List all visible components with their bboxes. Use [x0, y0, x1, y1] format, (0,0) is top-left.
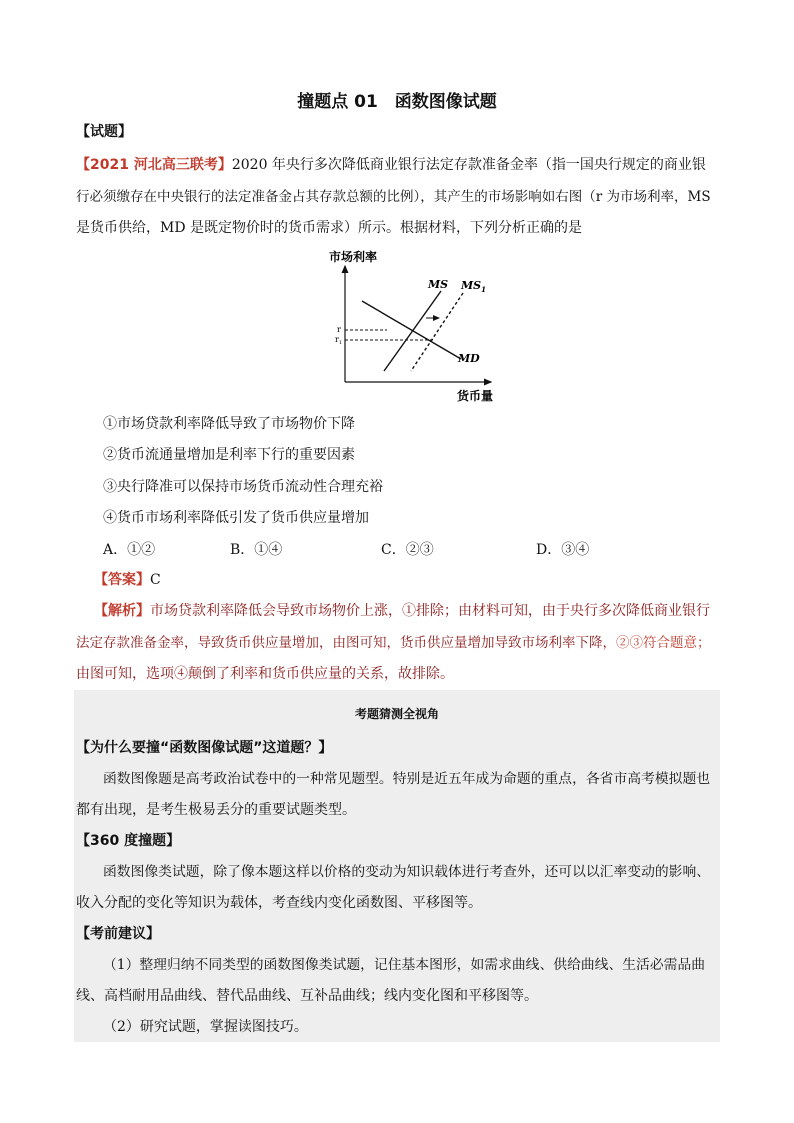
- option-a: A．①②: [103, 542, 156, 558]
- analysis-line-1: [94, 601, 744, 621]
- option-d: D．③④: [536, 542, 590, 558]
- analysis-line-2: [76, 633, 726, 653]
- md-label: MD: [458, 352, 480, 365]
- option-c: C．②③: [381, 542, 434, 558]
- r1-tick-sub: 1: [338, 340, 343, 346]
- answer-line: [94, 570, 744, 590]
- question-line-2: 行必须缴存在中央银行的法定准备金占其存款总额的比例），其产生的市场影响如右图（r 为市场利率，MS: [76, 189, 711, 205]
- analysis-text-1: 市场贷款利率降低会导致市场物价上涨，①排除；由材料可知，由于央行多次降低商业银行: [150, 603, 710, 619]
- advice-header: 【考前建议】: [76, 926, 160, 942]
- why-line-2: 都有出现，是考生极易丢分的重要试题类型。: [76, 802, 356, 818]
- question-line-1: [76, 155, 726, 175]
- question-text-1: 2020 年央行多次降低商业银行法定存款准备金率（指一国央行规定的商业银: [231, 157, 706, 173]
- page-title: 撞题点 01 函数图像试题: [297, 92, 497, 112]
- ms-label: MS: [428, 278, 449, 291]
- statement-1: ①市场贷款利率降低导致了市场物价下降: [103, 416, 355, 432]
- analysis-line-3: 由图可知，选项④颠倒了利率和货币供应量的关系，故排除。: [76, 666, 454, 682]
- panel-heading: 考题猜测全视角: [354, 707, 439, 721]
- ms1-label: [460, 279, 486, 294]
- advice-line-2: 线、高档耐用品曲线、替代品曲线、互补品曲线；线内变化图和平移图等。: [76, 988, 538, 1004]
- deg-line-2: 收入分配的变化等知识为载体，考查线内变化函数图、平移图等。: [76, 895, 482, 911]
- r-tick-label: r: [337, 325, 341, 334]
- question-source: 【2021 河北高三联考】: [76, 157, 232, 173]
- deg-line-1: 函数图像类试题，除了像本题这样以价格的变动为知识载体进行考查外，还可以以汇率变动的影响、: [103, 864, 711, 880]
- answer-label: 【答案】: [94, 572, 150, 588]
- why-header: 【为什么要撞“函数图像试题”这道题？】: [76, 740, 333, 756]
- analysis-text-2a: 法定存款准备金率，导致货币供应量增加，由图可知，货币供应量增加导致市场利率下降，: [76, 635, 616, 651]
- ms1-label-main: MS: [461, 279, 482, 292]
- option-b: B．①④: [230, 542, 283, 558]
- analysis-text-2b: ②③符合题意；: [616, 635, 711, 651]
- y-axis-label: 市场利率: [329, 250, 378, 264]
- statement-4: ④货币市场利率降低引发了货币供应量增加: [103, 510, 369, 526]
- options-row: [103, 539, 703, 559]
- deg-header: 【360 度撞题】: [76, 833, 181, 849]
- ms1-curve: [411, 293, 463, 371]
- analysis-label: 【解析】: [94, 603, 150, 619]
- answer-value: C: [150, 572, 161, 588]
- question-header: 【试题】: [76, 124, 132, 140]
- advice-line-3: （2）研究试题，掌握读图技巧。: [103, 1019, 308, 1035]
- money-market-chart: [315, 248, 505, 403]
- r1-tick-label: [335, 335, 342, 346]
- question-line-3: 是货币供给，MD 是既定物价时的货币需求）所示。根据材料，下列分析正确的是: [76, 220, 583, 236]
- ms1-label-sub: 1: [481, 285, 486, 294]
- statement-3: ③央行降准可以保持市场货币流动性合理充裕: [103, 479, 383, 495]
- advice-line-1: （1）整理归纳不同类型的函数图像类试题，记住基本图形，如需求曲线、供给曲线、生活必需品曲: [103, 957, 706, 973]
- ms-curve: [384, 291, 441, 371]
- r1-tick-main: r: [335, 335, 339, 344]
- x-axis-label: 货币量: [457, 389, 494, 403]
- statement-2: ②货币流通量增加是利率下行的重要因素: [103, 447, 355, 463]
- why-line-1: 函数图像题是高考政治试卷中的一种常见题型。特别是近五年成为命题的重点，各省市高考模拟题也: [103, 771, 711, 787]
